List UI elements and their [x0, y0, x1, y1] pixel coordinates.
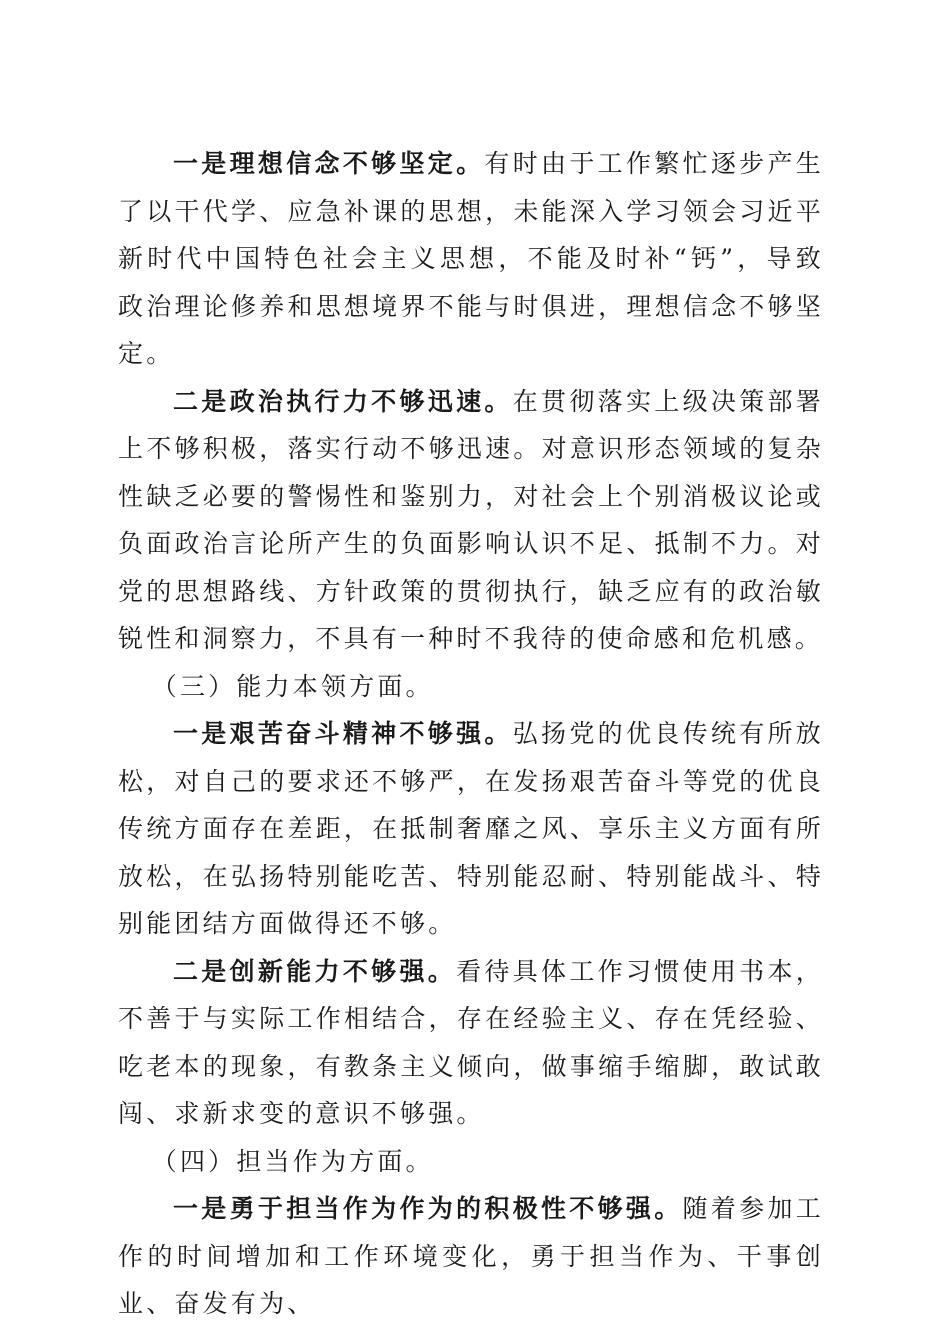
- paragraph-lead: 一是勇于担当作为作为的积极性不够强。: [173, 1194, 683, 1223]
- section-heading-responsibility: （四）担当作为方面。: [151, 1146, 434, 1176]
- paragraph-body: 弘扬党的优良传统有所放松，对自己的要求还不够严，在发扬艰苦奋斗等党的优良传统方面存在差距，在抵制奢靡之风、享乐主义方面有所放松，在弘扬特别能吃苦、特别能忍耐、特别能战斗、特别能团结方面做得还不够。: [118, 719, 825, 938]
- paragraph-lead: 一是艰苦奋斗精神不够强。: [173, 719, 513, 748]
- paragraph-body: 看待具体工作习惯使用书本，不善于与实际工作相结合，存在经验主义、存在凭经验、吃老本的现象，有教条主义倾向，做事缩手缩脚，敢试敢闯、求新求变的意识不够强。: [118, 956, 824, 1128]
- paragraph-ideals: [118, 140, 824, 378]
- paragraph-innovation: [118, 948, 824, 1138]
- paragraph-execution: [118, 378, 824, 663]
- paragraph-hard-work: [118, 710, 824, 948]
- document-body: [118, 140, 824, 1328]
- paragraph-body: 有时由于工作繁忙逐步产生了以干代学、应急补课的思想，未能深入学习领会习近平新时代中国特色社会主义思想，不能及时补“钙”，导致政治理论修养和思想境界不能与时俱进，理想信念不够坚定。: [118, 149, 825, 368]
- paragraph-lead: 一是理想信念不够坚定。: [173, 149, 485, 178]
- paragraph-body: 在贯彻落实上级决策部署上不够积极，落实行动不够迅速。对意识形态领域的复杂性缺乏必要的警惕性和鉴别力，对社会上个别消极议论或负面政治言论所产生的负面影响认识不足、抵制不力。对党的思想路线、方针政策的贯彻执行，缺乏应有的政治敏锐性和洞察力，不具有一种时不我待的使命感和危机感。: [118, 386, 825, 653]
- paragraph-lead: 二是创新能力不够强。: [173, 956, 457, 986]
- paragraph-lead: 二是政治执行力不够迅速。: [173, 386, 513, 416]
- paragraph-initiative: [118, 1185, 824, 1328]
- paragraph-body: 随着参加工作的时间增加和工作环境变化，勇于担当作为、干事创业、奋发有为、: [118, 1194, 824, 1318]
- section-heading-ability: （三）能力本领方面。: [151, 671, 434, 701]
